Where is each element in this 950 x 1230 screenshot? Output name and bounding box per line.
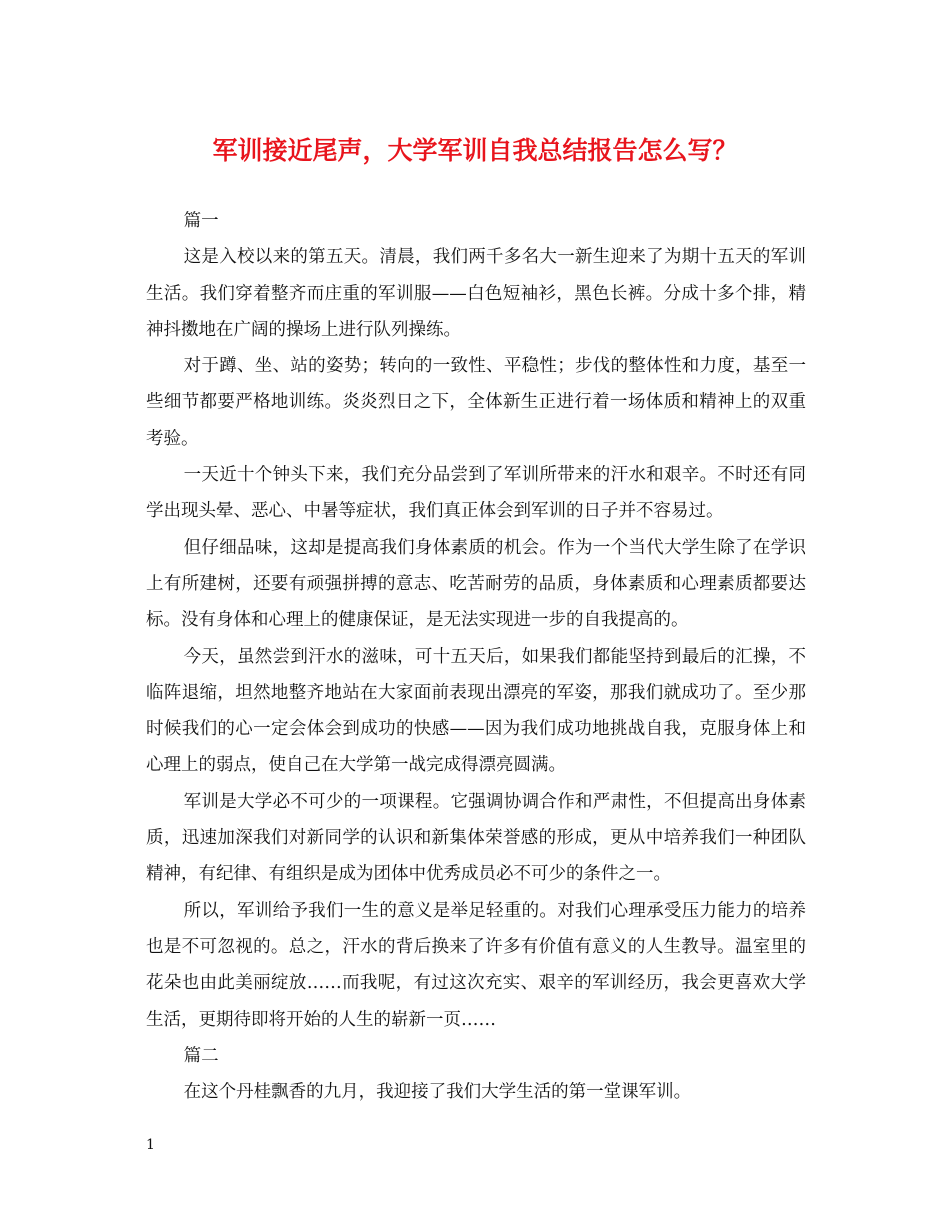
section-heading: 篇一 (183, 211, 219, 231)
body-paragraph: 在这个丹桂飘香的九月，我迎接了我们大学生活的第一堂课军训。 (183, 1082, 692, 1103)
body-paragraph: 一天近十个钟头下来，我们充分品尝到了军训所带来的汗水和艰辛。不时还有同学出现头晕、恶心、中暑等症状，我们真正体会到军训的日子并不容易过。 (146, 465, 806, 522)
body-paragraph: 军训是大学必不可少的一项课程。它强调协调合作和严肃性，不但提高出身体素质，迅速加深我们对新同学的认识和新集体荣誉感的形成，更从中培养我们一种团队精神，有纪律、有组织是成为团体中优秀成员必不可少的条件之一。 (146, 791, 806, 885)
body-paragraph: 这是入校以来的第五天。清晨，我们两千多名大一新生迎来了为期十五天的军训生活。我们穿着整齐而庄重的军训服——白色短袖衫，黑色长裤。分成十多个排，精神抖擞地在广阔的操场上进行队列操练。 (146, 247, 806, 340)
document-title: 军训接近尾声，大学军训自我总结报告怎么写？ (212, 136, 738, 165)
body-paragraph: 今天，虽然尝到汗水的滋味，可十五天后，如果我们都能坚持到最后的汇操，不临阵退缩，坦然地整齐地站在大家面前表现出漂亮的军姿，那我们就成功了。至少那时候我们的心一定会体会到成功的快感——因为我们成功地挑战自我，克服身体上和心理上的弱点，使自己在大学第一战完成得漂亮圆满。 (146, 646, 806, 776)
body-paragraph: 所以，军训给予我们一生的意义是举足轻重的。对我们心理承受压力能力的培养也是不可忽视的。总之，汗水的背后换来了许多有价值有意义的人生教导。温室里的花朵也由此美丽绽放……而我呢，有过这次充实、艰辛的军训经历，我会更喜欢大学生活，更期待即将开始的人生的崭新一页…… (146, 900, 806, 1030)
page-number: 1 (146, 1137, 155, 1153)
section-heading: 篇二 (183, 1045, 219, 1066)
document-body (146, 203, 806, 1110)
body-paragraph: 对于蹲、坐、站的姿势；转向的一致性、平稳性；步伐的整体性和力度，基至一些细节都要严格地训练。炎炎烈日之下，全体新生正进行着一场体质和精神上的双重考验。 (146, 356, 806, 449)
body-paragraph: 但仔细品味，这却是提高我们身体素质的机会。作为一个当代大学生除了在学识上有所建树，还要有顽强拼搏的意志、吃苦耐劳的品质，身体素质和心理素质都要达标。没有身体和心理上的健康保证，是无法实现进一步的自我提高的。 (146, 537, 806, 631)
